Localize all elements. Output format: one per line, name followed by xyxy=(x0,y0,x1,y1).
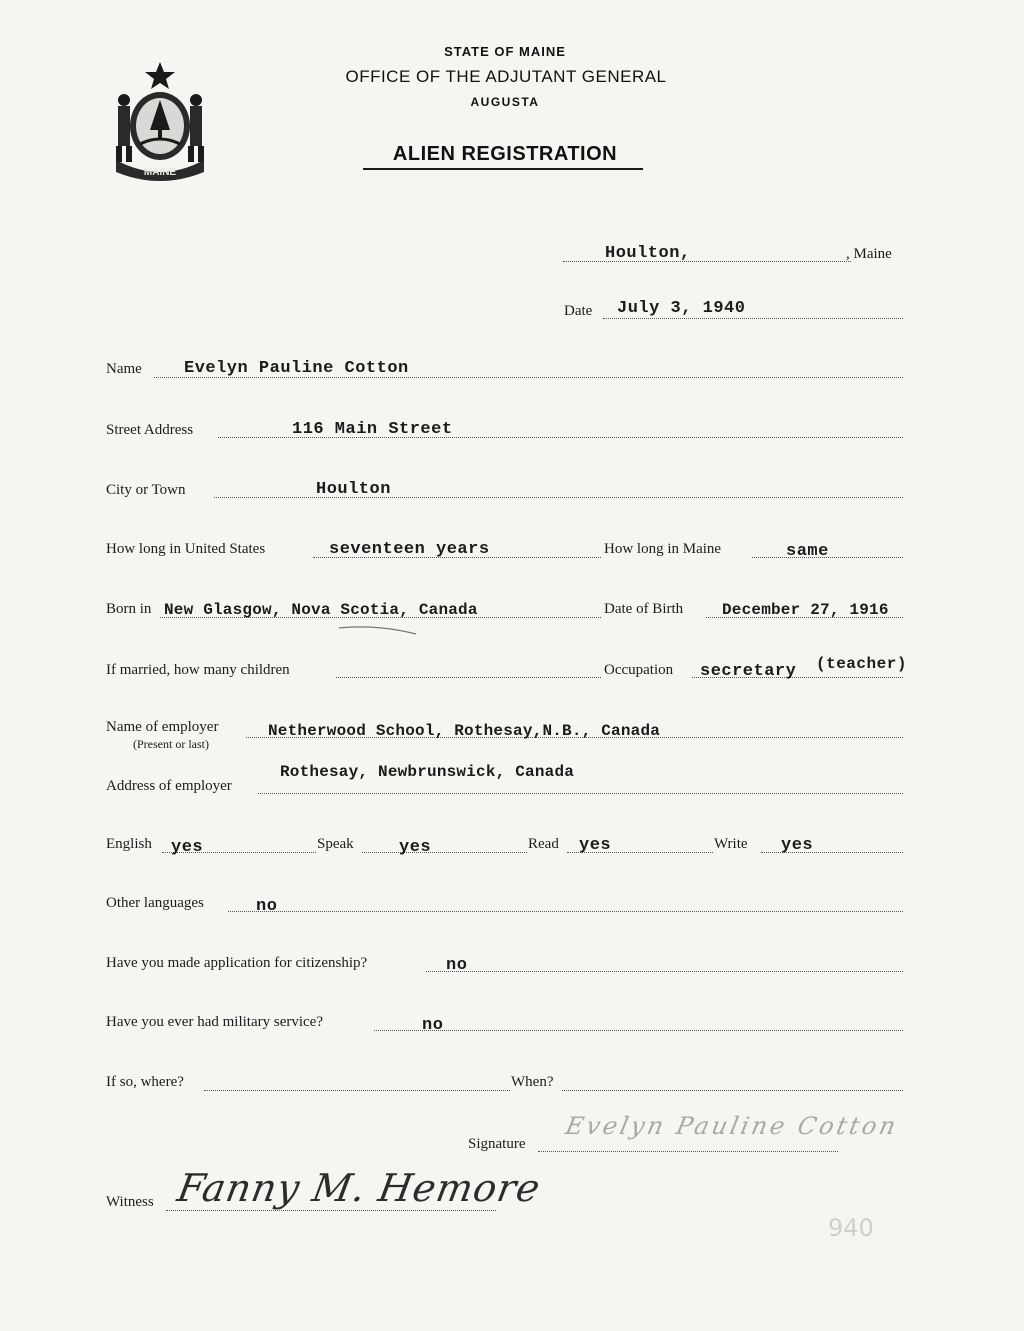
write-value: yes xyxy=(781,836,814,855)
citizenship-value: no xyxy=(446,956,468,975)
date-value: July 3, 1940 xyxy=(617,299,746,318)
state-heading: STATE OF MAINE xyxy=(444,44,566,59)
city-heading: AUGUSTA xyxy=(470,95,540,109)
occupation-label: Occupation xyxy=(604,662,674,678)
witness-value: Fanny M. Hemore xyxy=(174,1166,545,1210)
employer-address-value: Rothesay, Newbrunswick, Canada xyxy=(280,763,575,781)
employer-label: Name of employer xyxy=(106,719,219,735)
born-label: Born in xyxy=(106,601,152,617)
other-languages-label: Other languages xyxy=(106,895,204,911)
children-line xyxy=(336,677,601,678)
faint-stamp: 940 xyxy=(828,1214,874,1242)
city-label: City or Town xyxy=(106,482,186,498)
form-title: ALIEN REGISTRATION xyxy=(392,143,618,165)
date-line xyxy=(603,318,903,319)
speak-line xyxy=(362,852,527,853)
employer-sublabel: (Present or last) xyxy=(133,737,209,751)
speak-value: yes xyxy=(399,838,432,857)
speak-label: Speak xyxy=(317,836,354,852)
military-label: Have you ever had military service? xyxy=(106,1014,323,1030)
born-value: New Glasgow, Nova Scotia, Canada xyxy=(164,601,478,619)
military-value: no xyxy=(422,1016,444,1035)
pencil-mark xyxy=(336,622,426,638)
maine-duration-label: How long in Maine xyxy=(604,541,722,557)
read-label: Read xyxy=(528,836,559,852)
occupation-value: secretary xyxy=(700,662,797,681)
english-value: yes xyxy=(171,838,204,857)
military-line xyxy=(374,1030,903,1031)
signature-line xyxy=(538,1151,838,1152)
name-label: Name xyxy=(106,361,142,377)
witness-line xyxy=(166,1210,496,1211)
where-line xyxy=(204,1090,510,1091)
place-suffix: , Maine xyxy=(846,246,892,262)
occupation-note: (teacher) xyxy=(816,655,907,673)
employer-value: Netherwood School, Rothesay,N.B., Canada xyxy=(268,722,661,740)
citizenship-label: Have you made application for citizenship? xyxy=(106,955,368,971)
name-value: Evelyn Pauline Cotton xyxy=(184,359,409,378)
signature-value: Evelyn Pauline Cotton xyxy=(563,1112,902,1140)
street-value: 116 Main Street xyxy=(292,420,453,439)
where-label: If so, where? xyxy=(106,1074,184,1090)
witness-label: Witness xyxy=(106,1194,154,1210)
dob-label: Date of Birth xyxy=(604,601,684,617)
us-duration-value: seventeen years xyxy=(329,540,490,559)
city-value: Houlton xyxy=(316,480,391,499)
write-label: Write xyxy=(714,836,748,852)
date-label: Date xyxy=(564,303,593,319)
read-value: yes xyxy=(579,836,612,855)
when-label: When? xyxy=(511,1074,554,1090)
when-line xyxy=(562,1090,903,1091)
other-languages-value: no xyxy=(256,897,278,916)
maine-duration-value: same xyxy=(786,542,829,561)
street-label: Street Address xyxy=(106,422,194,438)
dob-value: December 27, 1916 xyxy=(722,601,889,619)
seal-text: MAINE xyxy=(143,167,177,178)
english-label: English xyxy=(106,836,152,852)
us-duration-label: How long in United States xyxy=(106,541,266,557)
employer-address-line xyxy=(258,793,903,794)
children-label: If married, how many children xyxy=(106,662,290,678)
office-heading: OFFICE OF THE ADJUTANT GENERAL xyxy=(345,67,667,86)
other-languages-line xyxy=(228,911,903,912)
employer-address-label: Address of employer xyxy=(106,778,232,794)
citizenship-line xyxy=(426,971,903,972)
place-value: Houlton, xyxy=(605,244,691,263)
signature-label: Signature xyxy=(468,1136,526,1152)
title-underline xyxy=(363,168,643,170)
